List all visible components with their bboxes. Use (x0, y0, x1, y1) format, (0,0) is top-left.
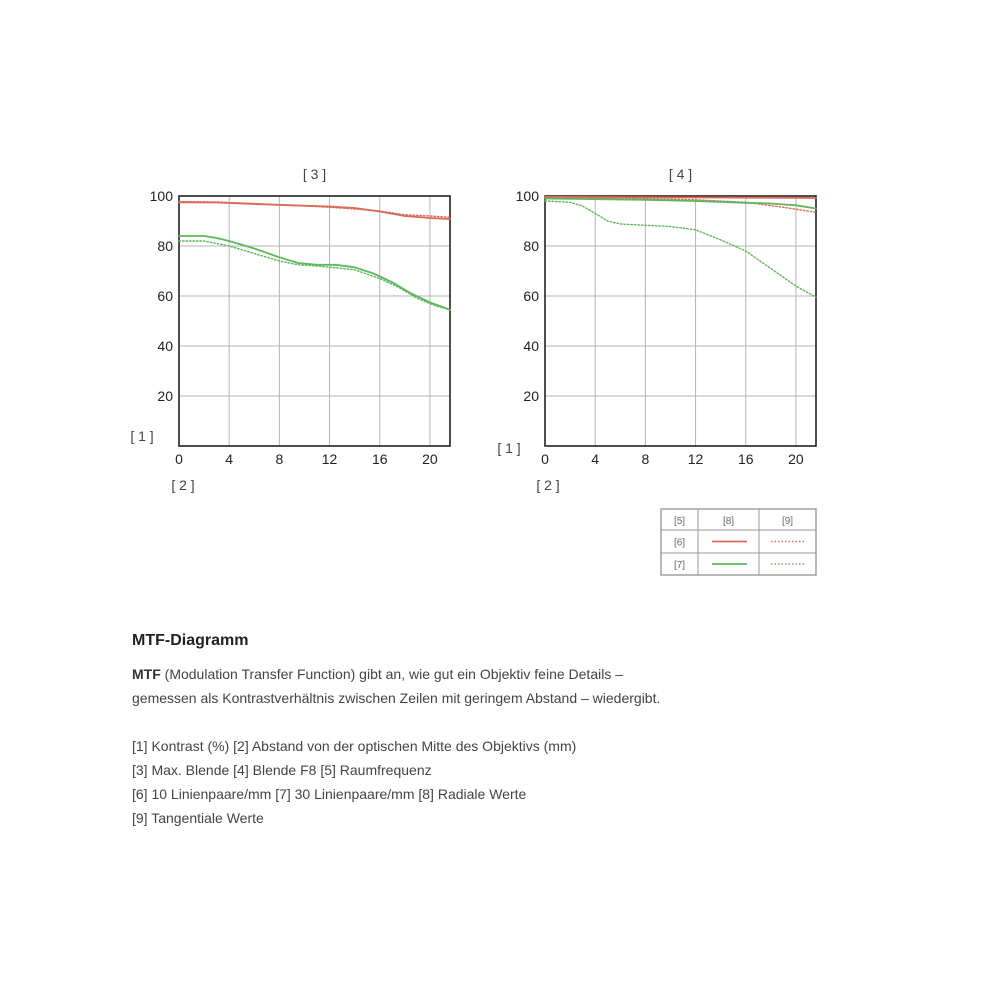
plot-frame (179, 196, 450, 446)
chart-title: [ 4 ] (668, 166, 693, 182)
y-axis-label: [ 1 ] (497, 440, 521, 456)
mtf-chart-max-aperture (130, 166, 450, 493)
chart-title: [ 3 ] (302, 166, 327, 182)
x-tick-label: 4 (591, 451, 600, 467)
plot-frame (545, 196, 816, 446)
x-tick-label: 0 (541, 451, 549, 467)
legend-header-cell: [9] (781, 516, 794, 527)
legend-row-label: [6] (673, 537, 686, 549)
legend-explanation-line: [1] Kontrast (%) [2] Abstand von der optischen Mitte des Objektivs (mm) (132, 738, 577, 754)
intro-line-1: (Modulation Transfer Function) gibt an, wie gut ein Objektiv feine Details – (160, 666, 623, 682)
legend-row-label: [7] (673, 560, 686, 571)
legend-explanation-line: [9] Tangentiale Werte (132, 810, 264, 826)
x-tick-label: 20 (422, 451, 438, 467)
y-tick-label: 40 (523, 338, 539, 354)
y-tick-label: 20 (157, 388, 173, 404)
x-axis-label: [ 2 ] (536, 477, 560, 493)
y-axis-label: [ 1 ] (130, 428, 154, 444)
series-line-green-dotted (179, 241, 450, 310)
series-line-green-solid (545, 199, 816, 209)
x-tick-label: 0 (175, 451, 183, 467)
intro-bold-term: MTF (132, 666, 161, 682)
legend-header-cell: [8] (722, 516, 735, 527)
y-tick-label: 40 (157, 338, 173, 354)
y-tick-label: 60 (523, 288, 539, 304)
legend-explanation-line: [6] 10 Linienpaare/mm [7] 30 Linienpaare/mm [8] Radiale Werte (132, 786, 527, 802)
section-title: MTF-Diagramm (132, 632, 249, 649)
series-line-green-dotted (545, 201, 816, 297)
description-block (132, 632, 832, 830)
x-tick-label: 4 (225, 451, 234, 467)
intro-line-2: gemessen als Kontrastverhältnis zwischen Zeilen mit geringem Abstand – wiedergibt. (132, 690, 661, 706)
mtf-chart-f8 (497, 166, 816, 493)
x-tick-label: 20 (788, 451, 804, 467)
x-axis-label: [ 2 ] (171, 477, 195, 493)
x-tick-label: 12 (687, 451, 704, 467)
x-tick-label: 8 (275, 451, 284, 467)
y-tick-label: 100 (149, 188, 173, 204)
y-tick-label: 80 (523, 238, 539, 254)
x-tick-label: 8 (641, 451, 650, 467)
series-line-red-solid (179, 202, 450, 219)
y-tick-label: 20 (523, 388, 539, 404)
y-tick-label: 60 (157, 288, 173, 304)
legend-header-cell: [5] (673, 516, 686, 527)
x-tick-label: 16 (371, 451, 388, 467)
x-tick-label: 12 (321, 451, 338, 467)
y-tick-label: 80 (157, 238, 173, 254)
legend-explanation-line: [3] Max. Blende [4] Blende F8 [5] Raumfrequenz (132, 762, 432, 778)
series-line-red-dotted (179, 202, 450, 218)
x-tick-label: 16 (737, 451, 754, 467)
legend-explanation (132, 734, 832, 830)
series-line-green-solid (179, 236, 450, 310)
y-tick-label: 100 (515, 188, 539, 204)
line-legend-table (661, 509, 816, 575)
intro-text (132, 662, 832, 710)
